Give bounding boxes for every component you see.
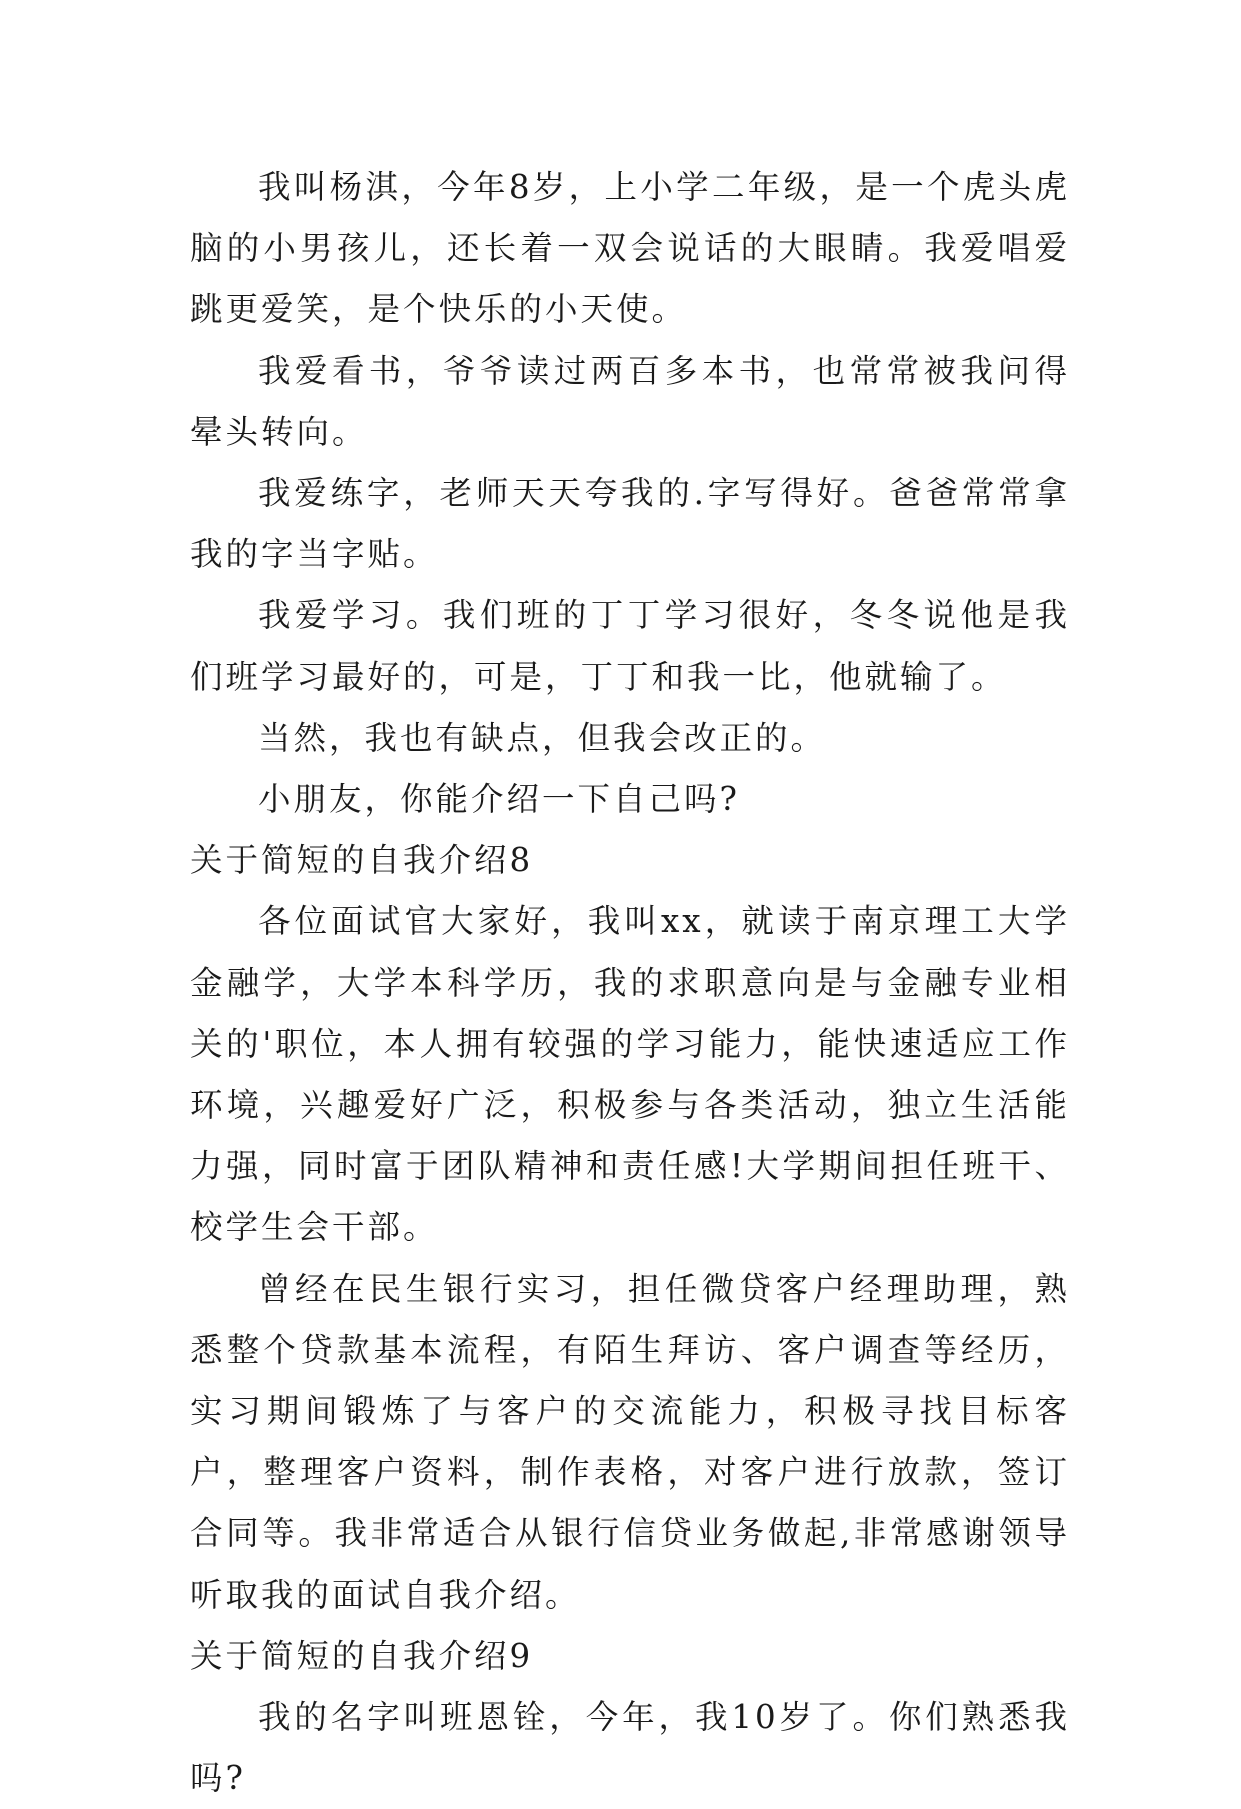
paragraph: 当然，我也有缺点，但我会改正的。 [258,718,827,757]
document-body [190,157,1070,1809]
paragraph: 我爱练字，老师天天夸我的.字写得好。爸爸常常拿我的字当字贴。 [190,474,1070,574]
paragraph: 曾经在民生银行实习，担任微贷客户经理助理，熟悉整个贷款基本流程，有陌生拜访、客户调查等经历，实习期间锻炼了与客户的交流能力，积极寻找目标客户，整理客户资料，制作表格，对客户进行放款，签订合同等。我非常适合从银行信贷业务做起,非常感谢领导听取我的面试自我介绍。 [190,1269,1070,1614]
paragraph: 我的名字叫班恩铨，今年，我10岁了。你们熟悉我吗? [190,1698,1070,1798]
section-heading: 关于简短的自我介绍8 [190,841,534,880]
paragraph: 小朋友，你能介绍一下自己吗? [258,780,740,819]
paragraph: 我爱看书，爷爷读过两百多本书，也常常被我问得晕头转向。 [190,351,1070,451]
paragraph: 各位面试官大家好，我叫xx，就读于南京理工大学金融学，大学本科学历，我的求职意向是与金融专业相关的'职位，本人拥有较强的学习能力，能快速适应工作环境，兴趣爱好广泛，积极参与各类活动，独立生活能力强，同时富于团队精神和责任感!大学期间担任班干、校学生会干部。 [190,902,1070,1247]
paragraph: 我叫杨淇，今年8岁，上小学二年级，是一个虎头虎脑的小男孩儿，还长着一双会说话的大眼睛。我爱唱爱跳更爱笑，是个快乐的小天使。 [190,168,1070,329]
section-heading: 关于简短的自我介绍9 [190,1636,534,1675]
paragraph: 我爱学习。我们班的丁丁学习很好，冬冬说他是我们班学习最好的，可是，丁丁和我一比，他就输了。 [190,596,1070,696]
